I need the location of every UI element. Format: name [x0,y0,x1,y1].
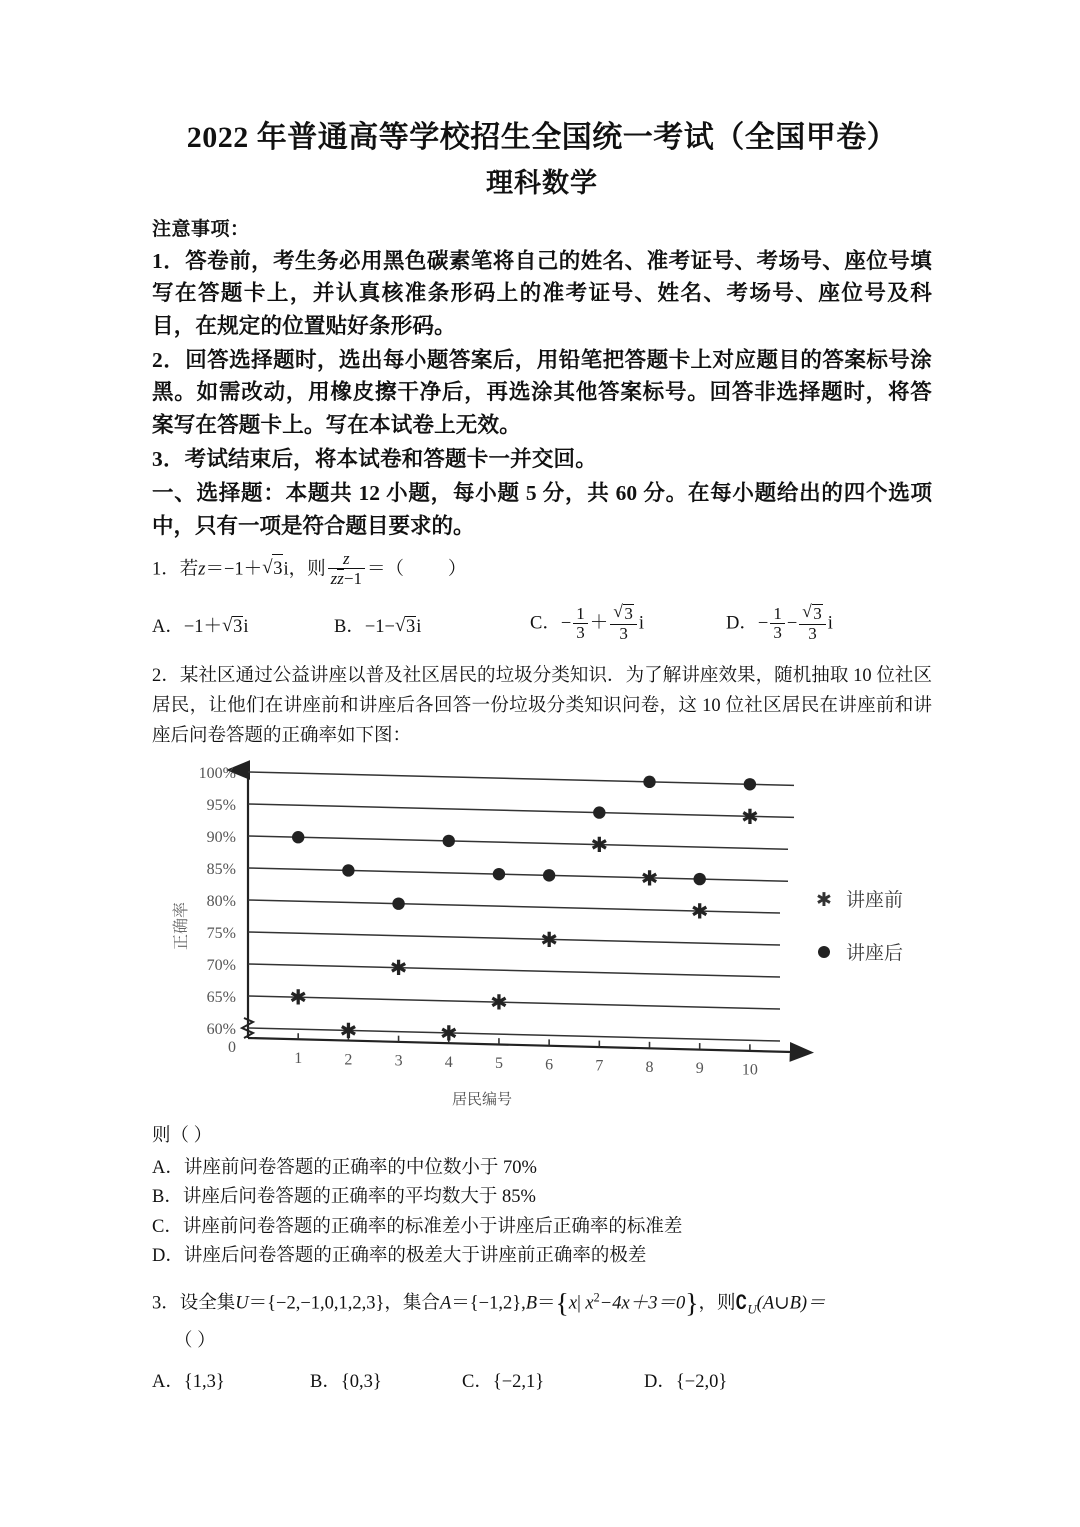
y-tick-labels [199,765,236,1056]
data-point-after-7 [593,806,605,818]
q1-option-c-sign: − [560,613,572,634]
x-tick-label-4: 4 [444,1053,453,1071]
question-3-blank-paren: （ ） [174,1330,216,1351]
q1-frac-numerator: z [328,550,365,569]
series-before-points [289,805,758,1046]
q3-set-bar: | [577,1293,581,1314]
q1-option-d-f1-num: 1 [770,605,785,624]
y-tick-label-85%: 85% [206,860,236,878]
q3-set-expr2: −4x＋3＝0 [599,1293,686,1314]
q3-option-b-label: B． [310,1371,341,1392]
q3-complement-icon: ∁ [735,1293,748,1314]
x-tick-label-3: 3 [394,1052,403,1070]
q3-set-var: x [568,1293,578,1314]
gridline-90% [248,836,788,849]
q1-option-c-f2-num [610,604,637,624]
q1-fraction [328,550,365,589]
q1-option-a-text: −1＋ [183,616,223,637]
x-tick-label-5: 5 [494,1055,503,1073]
q1-option-c-f1-den: 3 [576,623,585,643]
q1-option-d-sqrt [802,604,823,623]
page-title: 2022 年普通高等学校招生全国统一考试（全国甲卷） [186,121,898,154]
data-point-after-4 [443,835,455,847]
y-tick-label-90%: 90% [206,828,236,846]
legend-label-after: 讲座后 [846,942,904,964]
q3-option-d[interactable] [644,1367,727,1393]
question-1-number: 1． [152,559,180,580]
x-tick-label-10: 10 [741,1061,758,1079]
question-2-number: 2． [152,666,180,687]
q3-option-b-text: {0,3} [340,1371,382,1392]
y-tick-label-80%: 80% [206,892,236,910]
data-point-after-5 [493,868,505,880]
legend-marker-asterisk-icon: ✱ [816,889,832,911]
data-point-before-2: ✱ [339,1018,358,1043]
q3-set-open-brace: { [555,1287,569,1319]
gridline-65% [248,996,780,1009]
x-tick-label-2: 2 [344,1051,353,1069]
q1-option-b-sqrt [395,616,416,638]
y-tick-label-75%: 75% [206,924,236,942]
q1-option-c-tail: i [638,613,644,634]
q1-option-d-radicand: 3 [813,604,822,624]
q1-option-c-f2-den: 3 [619,623,628,643]
q3-option-a[interactable] [152,1367,310,1393]
q1-option-d-label: D． [726,613,758,634]
q1-den-tail: −1 [343,568,362,588]
q1-option-a-radicand: 3 [233,616,243,637]
q1-option-a-tail: i [243,616,249,637]
notice-item-1: 1．答卷前，考生务必用黑色碳素笔将自己的姓名、准考证号、考场号、座位号填写在答题卡上，并认真核准条形码上的准考证号、姓名、考场号、座位号及科目，在规定的位置贴好条形码。 [152,248,932,338]
data-point-before-1: ✱ [289,985,307,1010]
q3-eq2: ＝{−1,2}, [451,1293,526,1314]
q1-val-minus: −1＋ [224,559,263,580]
q3-text-b: ，集合 [384,1293,440,1314]
data-point-before-7: ✱ [590,833,609,858]
q3-set-B: B [525,1293,538,1314]
question-3-options [152,1367,932,1393]
data-point-after-10 [744,778,756,790]
x-tick-label-6: 6 [545,1056,554,1074]
q2-option-d[interactable]: D．讲座后问卷答题的正确率的极差大于讲座前正确率的极差 [152,1246,647,1267]
gridline-100% [248,772,794,785]
q1-option-c-f1-num: 1 [573,605,588,624]
q3-option-b[interactable] [310,1367,462,1393]
q1-option-b-label: B． [334,616,365,637]
q1-option-d-tail: i [827,613,833,634]
question-2-then: 则（ ） [152,1125,213,1146]
q3-text-c: ，则 [698,1293,736,1314]
q1-option-a[interactable] [152,612,334,638]
legend-marker-dot-icon [818,946,830,958]
q1-sqrt [262,554,283,585]
chart-legend [816,889,903,964]
data-point-before-3: ✱ [389,956,408,981]
q1-den-z: z [330,568,338,588]
q1-option-d-mid: − [786,613,798,634]
data-point-after-8 [643,776,655,788]
question-1-options [152,605,932,644]
q3-eq3: ＝ [537,1293,556,1314]
q1-imaginary-unit: i [283,559,289,580]
data-point-after-1 [292,831,304,843]
x-tick-label-8: 8 [645,1058,654,1076]
notice-item-3: 3．考试结束后，将本试卷和答题卡一并交回。 [152,446,597,471]
q1-comma: ，则 [288,559,326,580]
q3-option-c-text: {−2,1} [492,1371,545,1392]
q2-option-b[interactable]: B．讲座后问卷答题的正确率的平均数大于 85% [152,1187,536,1208]
y-axis-title: 正确率 [173,901,190,950]
question-1 [152,548,932,645]
q1-sqrt-radicand: 3 [272,554,283,585]
q3-eq1: ＝{−2,−1,0,1,2,3} [248,1293,385,1314]
q1-option-c-mid: ＋ [589,613,609,634]
q1-option-c-sqrt [613,604,634,623]
q1-den-zbar: z [337,568,344,588]
q1-option-d-sign: − [757,613,769,634]
y-tick-label-100%: 100% [198,764,236,782]
q1-option-c-frac1 [573,605,588,643]
q2-option-c[interactable]: C．讲座前问卷答题的正确率的标准差小于讲座后正确率的标准差 [152,1216,683,1237]
question-2 [152,662,932,1272]
data-point-before-9: ✱ [690,899,709,924]
q3-tail: (A∪B)＝ [756,1293,826,1314]
data-point-after-6 [543,869,555,881]
gridline-95% [248,804,794,817]
q1-option-b[interactable] [334,612,530,638]
scatter-chart-figure [152,756,932,1116]
page-subtitle: 理科数学 [486,167,598,198]
q1-option-a-label: A． [152,616,184,637]
data-point-after-2 [342,864,354,876]
data-point-before-5: ✱ [490,990,508,1015]
x-tick-label-7: 7 [595,1057,604,1075]
gridline-75% [248,932,780,945]
q1-option-c-radicand: 3 [624,604,633,624]
legend-label-before: 讲座前 [846,889,904,911]
x-axis-title: 居民编号 [451,1090,513,1108]
q3-option-d-text: {−2,0} [675,1371,728,1392]
x-tick-label-1: 1 [294,1050,303,1068]
q1-option-a-sqrt [222,616,243,638]
x-axis [248,1038,792,1052]
q1-blank [404,559,448,579]
y-tick-label-60%: 60% [206,1020,236,1038]
q3-set-close-brace: } [685,1287,699,1319]
q3-option-a-label: A． [152,1371,184,1392]
x-tick-label-9: 9 [695,1060,704,1078]
q1-option-d-frac2 [799,604,826,643]
q1-option-d-frac1 [770,605,785,643]
q1-equals: ＝（ [366,559,404,580]
question-3-number: 3． [152,1293,180,1314]
q1-option-d[interactable] [726,605,833,644]
question-1-stem [152,548,932,590]
q3-option-c[interactable] [462,1367,644,1393]
q3-complement-subscript: U [747,1301,757,1317]
section-heading: 一、选择题：本题共 12 小题，每小题 5 分，共 60 分。在每小题给出的四个选项中，只有一项是符合题目要求的。 [152,481,932,538]
q3-option-d-label: D． [644,1371,676,1392]
q1-eq: ＝ [205,559,224,580]
q3-text-a: 设全集 [179,1293,236,1314]
q1-prefix: 若 [179,559,199,580]
q1-option-b-tail: i [416,616,422,637]
question-3 [152,1282,932,1393]
y-tick-label-70%: 70% [206,956,236,974]
q3-option-c-label: C． [462,1371,493,1392]
q3-set-A: A [439,1293,452,1314]
question-2-text: 某社区通过公益讲座以普及社区居民的垃圾分类知识．为了解讲座效果，随机抽取 10 位社区居民，让他们在讲座前和讲座后各回答一份垃圾分类知识问卷，这 10 位社区居民在讲座前和讲座后问卷答题的正确率如下图： [152,666,932,746]
q1-option-d-f2-num [799,604,826,624]
question-2-stem [152,662,932,752]
gridline-85% [248,868,788,881]
q1-option-d-f2-den: 3 [808,623,817,643]
q1-option-c[interactable] [530,605,726,644]
q3-set-expr: x [580,1293,594,1314]
data-point-before-10: ✱ [741,804,759,829]
q1-option-c-label: C． [530,613,561,634]
q1-option-c-frac2 [610,604,637,643]
x-tick-labels [294,1050,758,1078]
gridline-70% [248,964,780,977]
q1-close-paren: ） [447,559,467,580]
y-tick-label-0: 0 [228,1038,236,1056]
page-content [152,118,932,1393]
y-tick-label-65%: 65% [206,988,236,1006]
y-tick-label-95%: 95% [206,796,236,814]
q1-option-b-text: −1− [364,616,395,637]
notice-item-2: 2．回答选择题时，选出每小题答案后，用铅笔把答题卡上对应题目的答案标号涂黑。如需改动，用橡皮擦干净后，再选涂其他答案标号。回答非选择题时，将答案写在答题卡上。写在本试卷上无效。 [152,347,932,437]
data-point-before-4: ✱ [439,1021,458,1046]
q1-variable-z: z [198,559,206,580]
accuracy-scatter-chart [152,756,932,1116]
data-point-before-8: ✱ [640,866,659,891]
q1-option-b-radicand: 3 [405,616,416,637]
data-point-after-9 [693,873,705,885]
chart-gridlines [248,772,794,1041]
question-2-choices [152,1154,932,1272]
data-point-before-6: ✱ [540,927,558,952]
q3-option-a-text: {1,3} [183,1371,225,1392]
q3-set-U: U [235,1293,249,1314]
question-3-stem [152,1282,932,1327]
q2-option-a[interactable]: A．讲座前问卷答题的正确率的中位数小于 70% [152,1157,537,1178]
q1-option-d-f1-den: 3 [773,623,782,643]
q1-frac-denominator [328,569,365,588]
q3-set-exponent: 2 [593,1290,600,1305]
data-point-after-3 [392,897,404,909]
notice-heading: 注意事项： [152,218,250,240]
